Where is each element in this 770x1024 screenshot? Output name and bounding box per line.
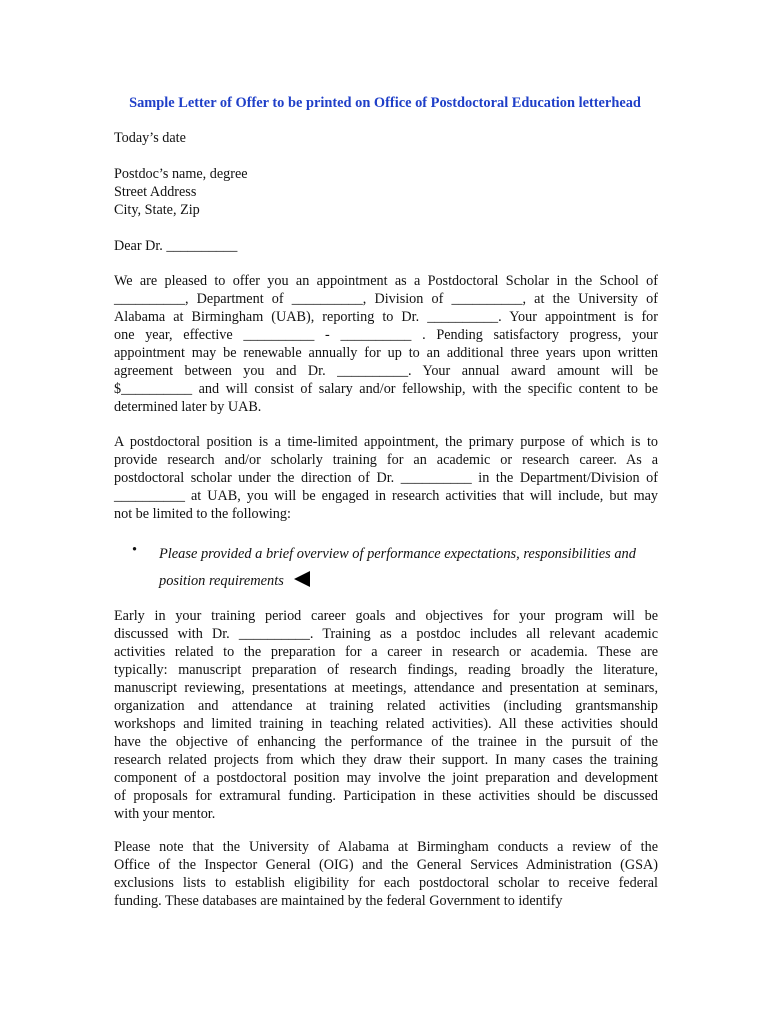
letter-title: Sample Letter of Offer to be printed on Office of Postdoctoral Education letterhead	[129, 95, 641, 111]
paragraph-offer	[114, 272, 658, 416]
para-line: research related projects from which they draw their support. In many cases the training	[114, 752, 658, 768]
paragraph-training	[114, 607, 658, 823]
address-line: City, State, Zip	[114, 202, 200, 218]
recipient-address	[114, 165, 658, 219]
para-line: not be limited to the following:	[114, 506, 291, 522]
bullet-line: Please provided a brief overview of performance expectations, responsibilities and	[159, 546, 636, 562]
para-line: Office of the Inspector General (OIG) and the General Services Administration (GSA)	[114, 857, 658, 873]
para-line: discussed with Dr. __________. Training as a postdoc includes all relevant academic	[114, 626, 658, 642]
para-line: have the objective of enhancing the performance of the trainee in the pursuit of the	[114, 734, 658, 750]
para-line: exclusions lists to establish eligibility for each postdoctoral scholar to receive federal	[114, 875, 658, 891]
para-line: funding. These databases are maintained by the federal Government to identify	[114, 893, 563, 909]
para-line: determined later by UAB.	[114, 399, 262, 415]
para-line: Please note that the University of Alabama at Birmingham conducts a review of the	[114, 839, 658, 855]
para-line: __________ at UAB, you will be engaged in research activities that will include, but may	[114, 488, 658, 504]
para-line: provide research and/or scholarly training for an academic or research career. As a	[114, 452, 658, 468]
para-line: workshops and limited training in teaching related activities). All these activities should	[114, 716, 658, 732]
address-line: Postdoc’s name, degree	[114, 166, 248, 182]
bullet-line: position requirements	[159, 573, 284, 589]
paragraph-position	[114, 433, 658, 523]
para-line: manuscript reviewing, presentations at meetings, attendance and presentation at seminars,	[114, 680, 658, 696]
para-line: component of a postdoctoral position may involve the joint preparation and development	[114, 770, 658, 786]
left-arrow-icon	[294, 571, 310, 587]
para-line: typically: manuscript preparation of research findings, reading broadly the literature,	[114, 662, 658, 678]
salutation-text: Dear Dr. __________	[114, 238, 238, 254]
bullet-text	[159, 541, 674, 595]
para-line: of proposals for extramural funding. Participation in these activities should be discussed	[114, 788, 658, 804]
date-text: Today’s date	[114, 130, 186, 146]
para-line: postdoctoral scholar under the direction of Dr. __________ in the Department/Division of	[114, 470, 658, 486]
para-line: Alabama at Birmingham (UAB), reporting to Dr. __________. Your appointment is for	[114, 309, 658, 325]
para-line: __________, Department of __________, Division of __________, at the University of	[114, 291, 658, 307]
address-line: Street Address	[114, 184, 197, 200]
date-line	[114, 129, 658, 147]
para-line: appointment may be renewable annually for up to an additional three years upon written	[114, 345, 658, 361]
para-line: We are pleased to offer you an appointment as a Postdoctoral Scholar in the School of	[114, 273, 658, 289]
para-line: organization and attendance at training related activities (including grantsmanship	[114, 698, 658, 714]
para-line: one year, effective __________ - __________ . Pending satisfactory progress, your	[114, 327, 658, 343]
para-line: agreement between you and Dr. __________. Your annual award amount will be	[114, 363, 658, 379]
bullet-marker: •	[132, 542, 138, 558]
para-line: $__________ and will consist of salary and/or fellowship, with the specific content to be	[114, 381, 658, 397]
para-line: Early in your training period career goals and objectives for your program will be	[114, 608, 658, 624]
para-line: A postdoctoral position is a time-limited appointment, the primary purpose of which is to	[114, 434, 658, 450]
para-line: activities related to the preparation for a career in research or academia. These are	[114, 644, 658, 660]
paragraph-exclusions	[114, 838, 658, 910]
para-line: with your mentor.	[114, 806, 216, 822]
salutation	[114, 237, 658, 255]
